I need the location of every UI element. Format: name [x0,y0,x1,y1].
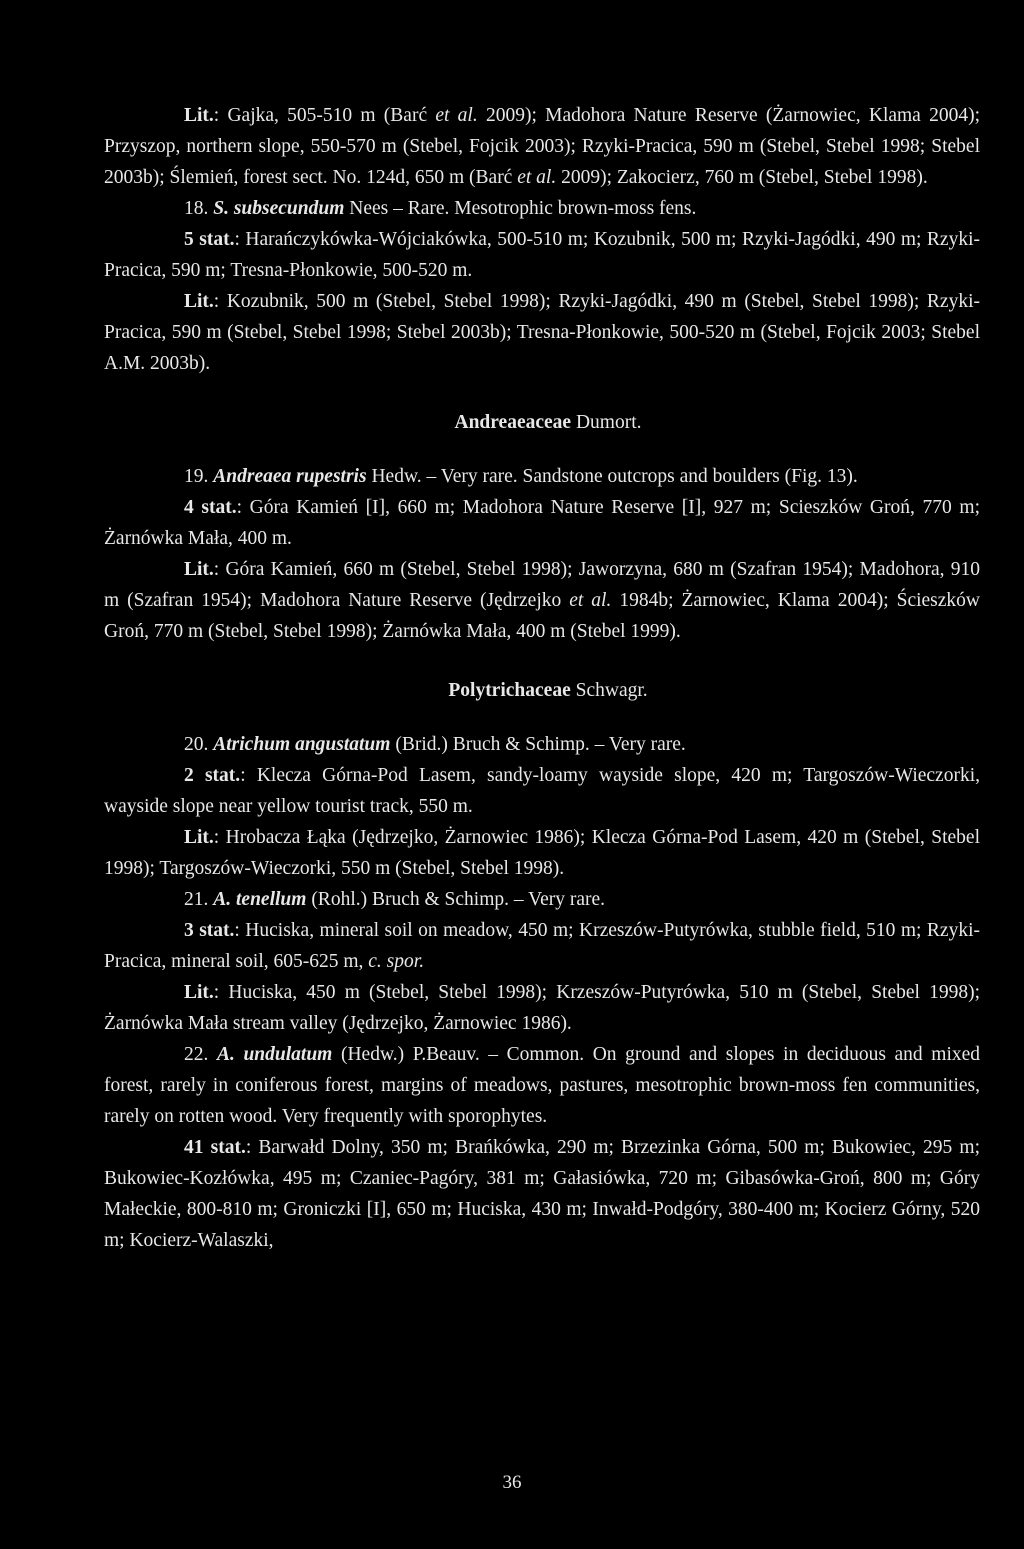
lit-label: Lit. [184,559,214,580]
stat-label: 3 stat. [184,920,235,941]
species-name: A. undulatum [216,1044,333,1065]
literature-paragraph: Lit.: Hrobacza Łąka (Jędrzejko, Żarnowiec 1986); Klecza Górna-Pod Lasem, 420 m (Stebel, Stebel 1998); Targoszów-Wieczorki, 550 m (Stebel, Stebel 1998). [104,827,980,879]
stations-paragraph: 4 stat.: Góra Kamień [I], 660 m; Madohora Nature Reserve [I], 927 m; Scieszków Groń, 770 m; Żarnówka Mała, 400 m. [104,497,981,549]
species-name: S. subsecundum [213,198,345,219]
lit-label: Lit. [184,827,214,848]
species-name: A. tenellum [213,889,307,910]
page-number: 36 [502,1472,522,1493]
species-entry-18: 18. S. subsecundum Nees – Rare. Mesotrophic brown-moss fens. [184,198,697,219]
species-entry-20: 20. Atrichum angustatum (Brid.) Bruch & Schimp. – Very rare. [184,734,686,755]
literature-paragraph: Lit.: Góra Kamień, 660 m (Stebel, Stebel 1998); Jaworzyna, 680 m (Szafran 1954); Madohora, 910 m (Szafran 1954); Madohora Nature Reserve (Jędrzejko et al. 1984b; Żarnowiec, Klama 2004); Ścieszków Groń, 770 m (Stebel, Stebel 1998); Żarnówka Mała, 400 m (Stebel 1999). [104,559,980,642]
stat-label: 41 stat. [184,1137,246,1158]
species-name: Atrichum angustatum [213,734,391,755]
stations-paragraph: 3 stat.: Huciska, mineral soil on meadow, 450 m; Krzeszów-Putyrówka, stubble field, 510 m; Rzyki-Pracica, mineral soil, 605-625 m, c. spor. [104,920,980,972]
family-heading: Polytrichaceae Schwagr. [448,680,648,701]
lit-label: Lit. [184,982,214,1003]
document-body [104,100,980,1256]
stations-paragraph: 2 stat.: Klecza Górna-Pod Lasem, sandy-loamy wayside slope, 420 m; Targoszów-Wieczorki, wayside slope near yellow tourist track, 550 m. [104,765,980,817]
species-entry-22: 22. A. undulatum (Hedw.) P.Beauv. – Common. On ground and slopes in deciduous and mixed forest, rarely in coniferous forest, margins of meadows, pastures, mesotrophic brown-moss fen communities, rarely on rotten wood. Very frequently with sporophytes. [104,1044,981,1127]
literature-paragraph: Lit.: Kozubnik, 500 m (Stebel, Stebel 1998); Rzyki-Jagódki, 490 m (Stebel, Stebel 1998); Rzyki-Pracica, 590 m (Stebel, Stebel 1998; Stebel 2003b); Tresna-Płonkowie, 500-520 m (Stebel, Fojcik 2003; Stebel A.M. 2003b). [104,291,980,374]
literature-paragraph: Lit.: Huciska, 450 m (Stebel, Stebel 1998); Krzeszów-Putyrówka, 510 m (Stebel, Stebel 1998); Żarnówka Mała stream valley (Jędrzejko, Żarnowiec 1986). [104,982,980,1034]
stat-label: 4 stat. [184,497,237,518]
stat-label: 5 stat. [184,229,235,250]
species-name: Andreaea rupestris [213,466,367,487]
species-entry-21: 21. A. tenellum (Rohl.) Bruch & Schimp. – Very rare. [184,889,606,910]
lit-label: Lit. [184,291,214,312]
family-heading: Andreaeaceae Dumort. [454,412,642,433]
stations-paragraph: 5 stat.: Harańczykówka-Wójciakówka, 500-510 m; Kozubnik, 500 m; Rzyki-Jagódki, 490 m; Rzyki-Pracica, 590 m; Tresna-Płonkowie, 500-520 m. [104,229,980,281]
stat-label: 2 stat. [184,765,241,786]
stations-paragraph: 41 stat.: Barwałd Dolny, 350 m; Brańkówka, 290 m; Brzezinka Górna, 500 m; Bukowiec, 295 m; Bukowiec-Kozłówka, 495 m; Czaniec-Pagóry, 381 m; Gałasiówka, 720 m; Gibasówka-Groń, 800 m; Góry Małeckie, 800-810 m; Groniczki [I], 650 m; Huciska, 430 m; Inwałd-Podgóry, 380-400 m; Kocierz Górny, 520 m; Kocierz-Walaszki, [104,1137,981,1251]
species-entry-19: 19. Andreaea rupestris Hedw. – Very rare. Sandstone outcrops and boulders (Fig. 13). [184,466,858,487]
lit-label: Lit. [184,105,214,126]
literature-paragraph: Lit.: Gajka, 505-510 m (Barć et al. 2009); Madohora Nature Reserve (Żarnowiec, Klama 2004); Przyszop, northern slope, 550-570 m (Stebel, Fojcik 2003); Rzyki-Pracica, 590 m (Stebel, Stebel 1998; Stebel 2003b); Ślemień, forest sect. No. 124d, 650 m (Barć et al. 2009); Zakocierz, 760 m (Stebel, Stebel 1998). [104,105,980,188]
